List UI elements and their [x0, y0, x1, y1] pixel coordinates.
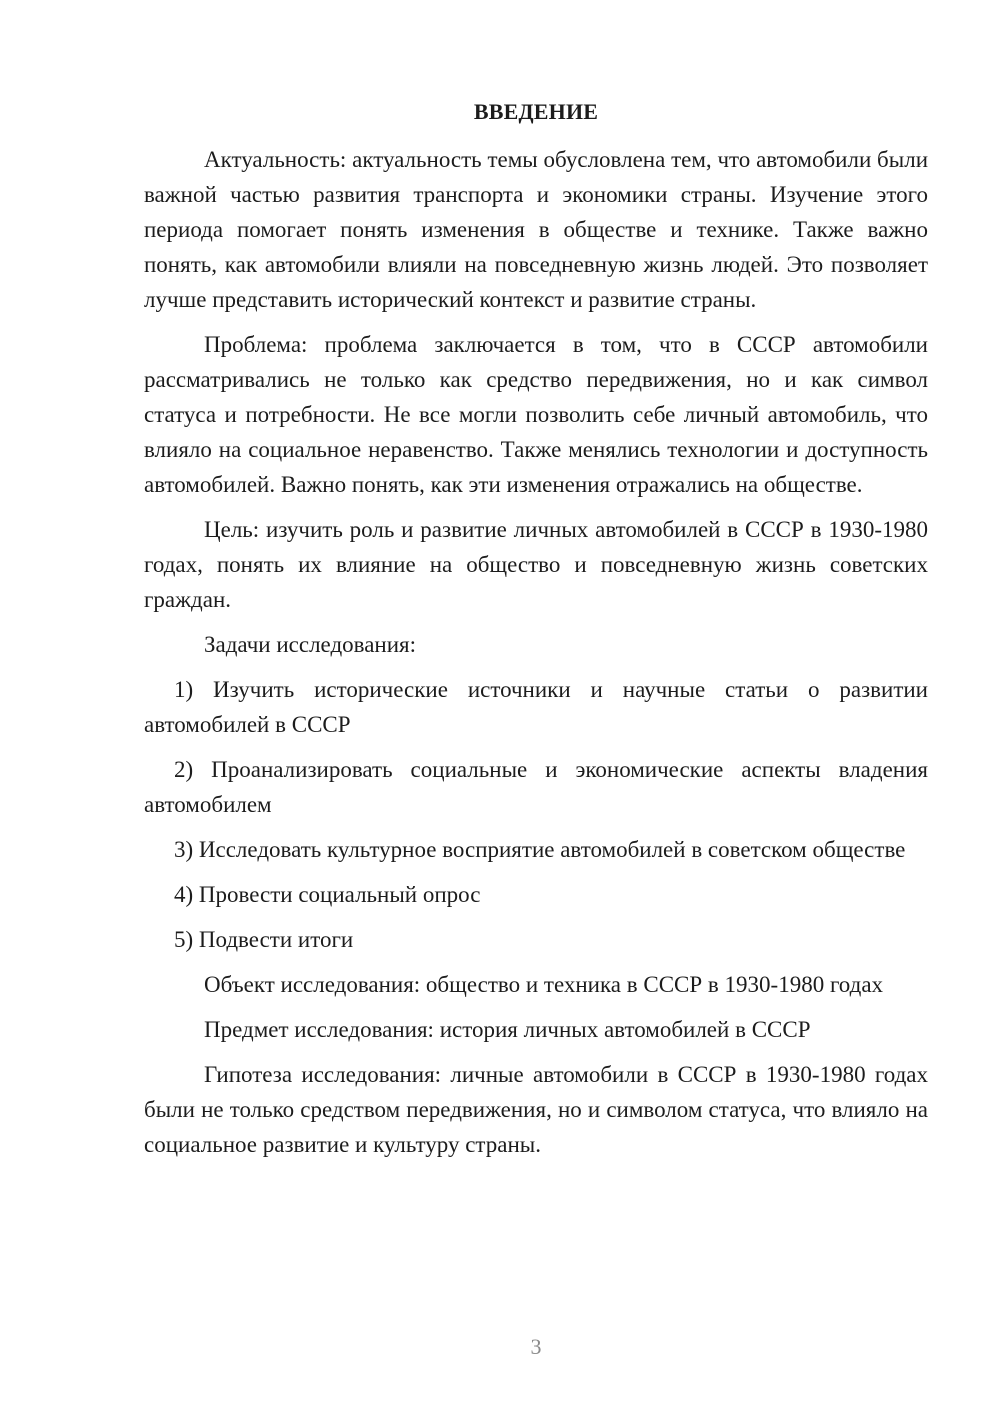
paragraph-tasks-intro: Задачи исследования:	[204, 632, 417, 657]
page-number: 3	[530, 1334, 542, 1359]
paragraph-relevance: Актуальность: актуальность темы обусловлена тем, что автомобили были важной частью развития транспорта и экономики страны. Изучение этого периода помогает понять изменения в обществе и технике. Также важно понять, как автомобили влияли на повседневную жизнь людей. Это позволяет лучше представить исторический контекст и развитие страны.	[144, 147, 928, 312]
paragraph-problem: Проблема: проблема заключается в том, что в СССР автомобили рассматривались не только как средство передвижения, но и как символ статуса и потребности. Не все могли позволить себе личный автомобиль, что влияло на социальное неравенство. Также менялись технологии и доступность автомобилей. Важно понять, как эти изменения отражались на обществе.	[144, 332, 928, 497]
task-item: 5) Подвести итоги	[174, 927, 354, 952]
task-item: 4) Провести социальный опрос	[174, 882, 481, 907]
task-item: 2) Проанализировать социальные и экономические аспекты владения автомобилем	[144, 757, 928, 817]
paragraph-hypothesis: Гипотеза исследования: личные автомобили в СССР в 1930-1980 годах были не только средством передвижения, но и символом статуса, что влияло на социальное развитие и культуру страны.	[144, 1062, 928, 1157]
paragraph-subject: Предмет исследования: история личных автомобилей в СССР	[204, 1017, 811, 1042]
task-item: 3) Исследовать культурное восприятие автомобилей в советском обществе	[174, 837, 906, 862]
paragraph-goal: Цель: изучить роль и развитие личных автомобилей в СССР в 1930-1980 годах, понять их влияние на общество и повседневную жизнь советских граждан.	[144, 517, 928, 612]
body-text	[144, 142, 928, 1172]
task-item: 1) Изучить исторические источники и научные статьи о развитии автомобилей в СССР	[144, 677, 928, 737]
paragraph-object: Объект исследования: общество и техника в СССР в 1930-1980 годах	[204, 972, 884, 997]
section-heading: ВВЕДЕНИЕ	[473, 99, 599, 124]
